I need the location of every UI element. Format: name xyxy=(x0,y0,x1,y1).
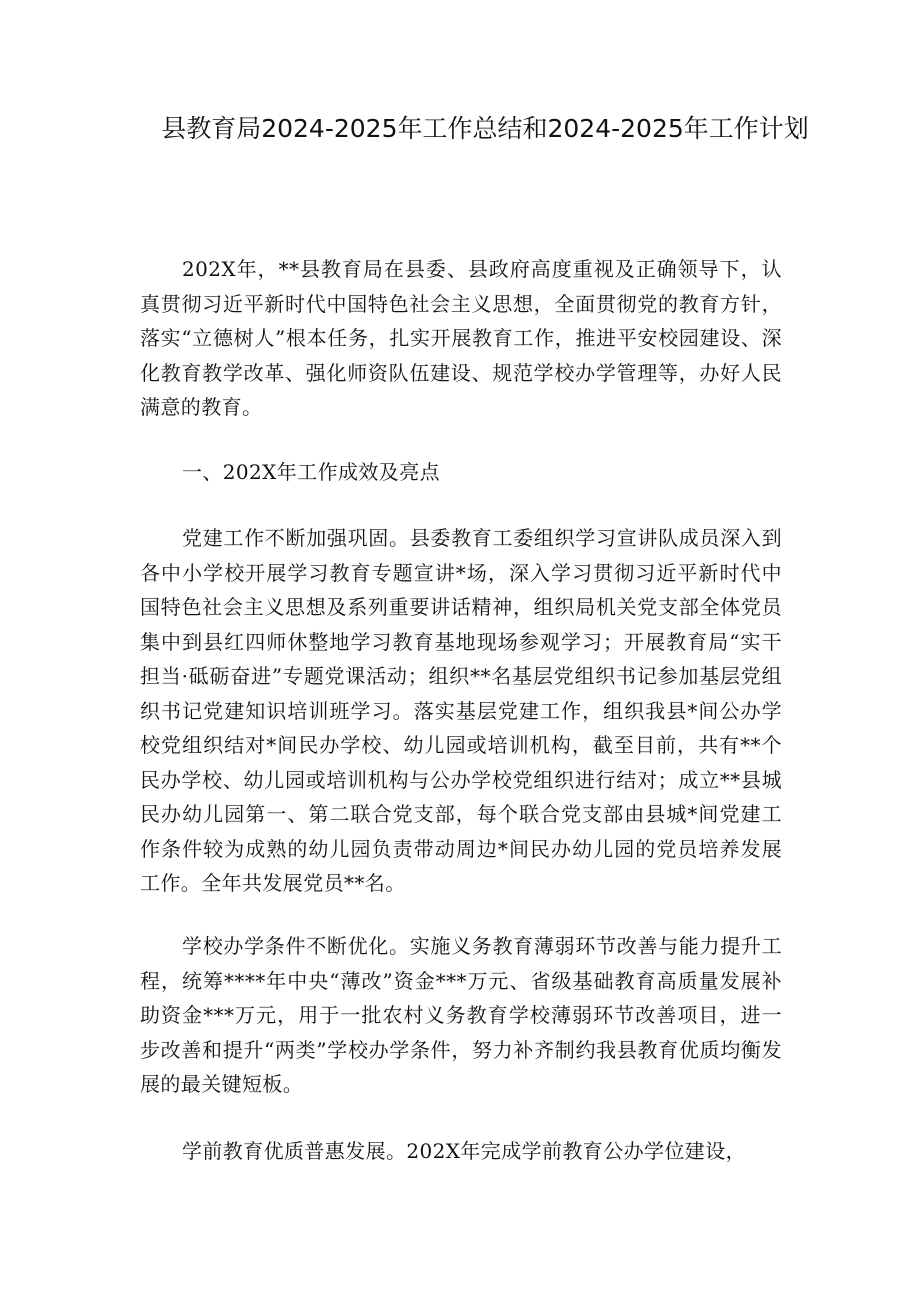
school-conditions-paragraph: 学校办学条件不断优化。实施义务教育薄弱环节改善与能力提升工程，统筹****年中央“薄改”资金***万元、省级基础教育高质量发展补助资金***万元，用于一批农村义务教育学校薄弱环节改善项目，进一步改善和提升“两类”学校办学条件，努力补齐制约我县教育优质均衡发展的最关键短板。 xyxy=(140,934,782,1096)
party-building-paragraph: 党建工作不断加强巩固。县委教育工委组织学习宣讲队成员深入到各中小学校开展学习教育专题宣讲*场，深入学习贯彻习近平新时代中国特色社会主义思想及系列重要讲话精神，组织局机关党支部全体党员集中到县红四师休整地学习教育基地现场参观学习；开展教育局“实干担当·砥砺奋进”专题党课活动；组织**名基层党组织书记参加基层党组织书记党建知识培训班学习。落实基层党建工作，组织我县*间公办学校党组织结对*间民办学校、幼儿园或培训机构，截至目前，共有**个民办学校、幼儿园或培训机构与公办学校党组织进行结对；成立**县城民办幼儿园第一、第二联合党支部，每个联合党支部由县城*间党建工作条件较为成熟的幼儿园负责带动周边*间民办幼儿园的党员培养发展工作。全年共发展党员**名。 xyxy=(140,526,782,895)
preschool-paragraph: 学前教育优质普惠发展。202X年完成学前教育公办学位建设， xyxy=(182,1139,747,1163)
section-heading-achievements: 一、202X年工作成效及亮点 xyxy=(182,460,441,484)
intro-paragraph: 202X年，**县教育局在县委、县政府高度重视及正确领导下，认真贯彻习近平新时代中国特色社会主义思想，全面贯彻党的教育方针，落实“立德树人”根本任务，扎实开展教育工作，推进平安校园建设、深化教育教学改革、强化师资队伍建设、规范学校办学管理等，办好人民满意的教育。 xyxy=(140,257,782,419)
document-title: 县教育局2024-2025年工作总结和2024-2025年工作计划 xyxy=(161,114,809,143)
